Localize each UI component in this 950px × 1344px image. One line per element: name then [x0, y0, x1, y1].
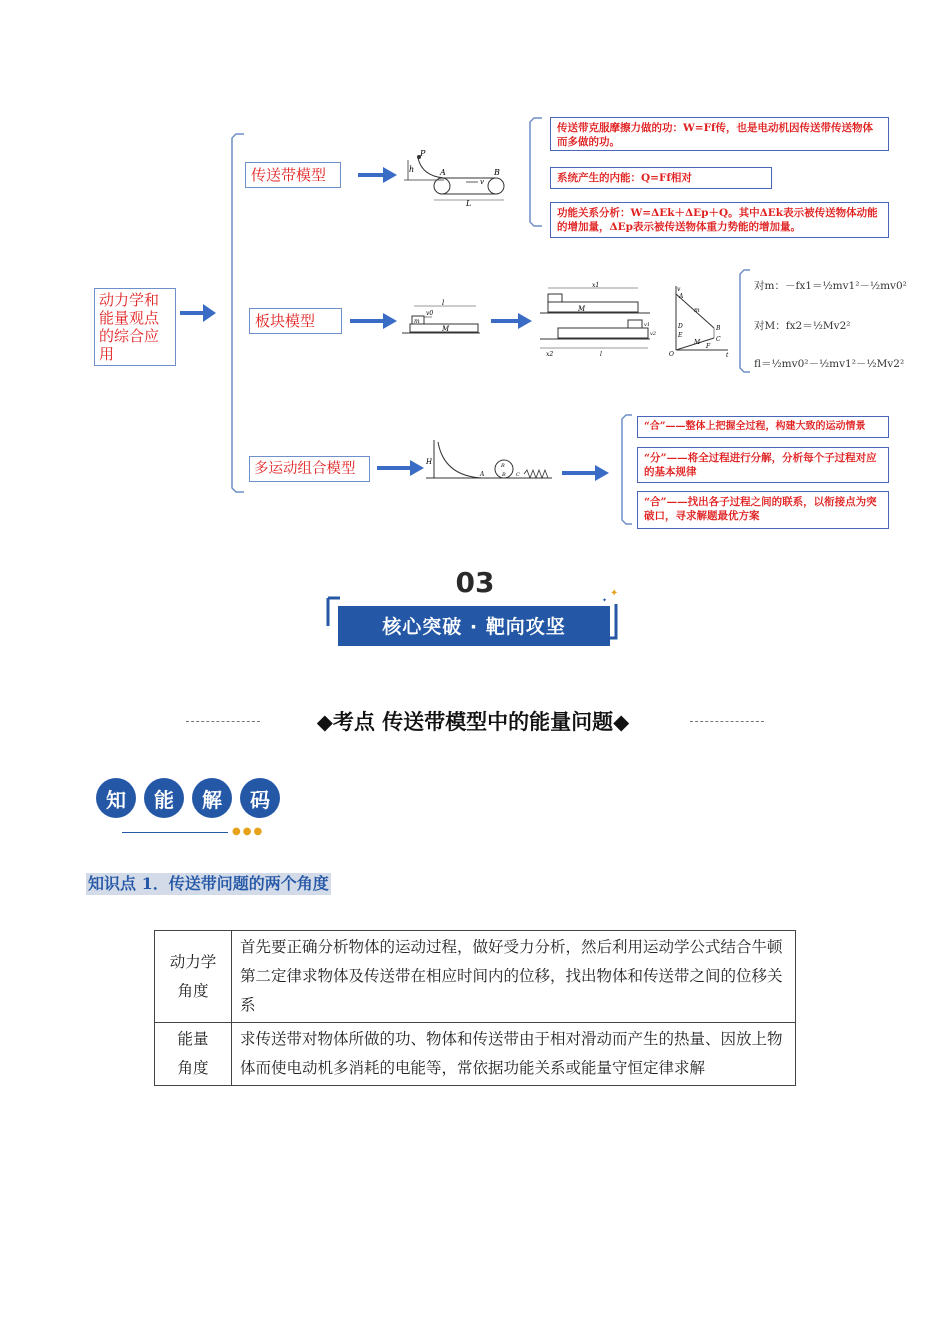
svg-text:B: B — [502, 472, 506, 478]
svg-text:B: B — [716, 325, 721, 332]
svg-text:E: E — [678, 332, 683, 339]
svg-text:H: H — [426, 458, 433, 466]
row-body-energy: 求传送带对物体所做的功、物体和传送带由于相对滑动而产生的热量、因放上物体而使电动机多消耗的电能等，常依据功能关系或能量守恒定律求解 — [232, 1023, 796, 1086]
svg-text:M: M — [442, 325, 450, 333]
table-row — [155, 931, 796, 1023]
svg-text:x1: x1 — [592, 282, 600, 289]
svg-text:m: m — [694, 307, 700, 314]
svg-text:P: P — [420, 149, 426, 158]
svg-text:M: M — [578, 305, 586, 313]
svg-text:C: C — [516, 472, 520, 478]
conveyor-note-energy: 功能关系分析：W=ΔEk＋ΔEp＋Q。其中ΔEk表示被传送物体动能的增加量，ΔEp表示被传送物体重力势能的增加量。 — [550, 202, 889, 238]
svg-text:A: A — [480, 471, 485, 478]
svg-text:✦: ✦ — [610, 588, 619, 599]
equation-m: 对m：－fx1＝½mv1²－½mv0² — [754, 280, 907, 292]
multi-note-split: “分”——将全过程进行分解，分析每个子过程对应的基本规律 — [637, 447, 889, 483]
svg-text:l: l — [442, 299, 445, 307]
multi-note-connect: “合”——找出各子过程之间的联系，以衔接点为突破口，寻求解题最优方案 — [637, 491, 889, 529]
svg-text:O: O — [669, 351, 674, 358]
knowledge-table — [154, 930, 796, 1086]
multi-motion-diagram — [424, 436, 556, 482]
badge-underline — [122, 832, 228, 833]
conveyor-belt-diagram — [404, 148, 514, 208]
mindmap-root: 动力学和能量观点的综合应用 — [94, 288, 176, 366]
conveyor-note-work: 传送带克服摩擦力做的功：W=Ff传，也是电动机因传送带传送物体而多做的功。 — [550, 117, 889, 151]
row-head-dynamics: 动力学角度 — [155, 931, 232, 1023]
badge-ma: 码 — [240, 778, 280, 818]
svg-text:R: R — [501, 463, 505, 469]
knowledge-heading: 知识点 1．传送带问题的两个角度 — [88, 874, 329, 893]
section-number: 03 — [455, 566, 495, 599]
equation-M: 对M：fx2＝½Mv2² — [754, 320, 851, 332]
svg-text:l: l — [600, 351, 602, 358]
svg-text:m: m — [414, 318, 420, 325]
svg-text:x2: x2 — [546, 351, 554, 358]
svg-text:D: D — [678, 323, 683, 330]
kaodian-title: ◆考点 传送带模型中的能量问题◆ — [316, 710, 630, 734]
row-body-dynamics: 首先要正确分析物体的运动过程，做好受力分析，然后利用运动学公式结合牛顿第二定律求物体及传送带在相应时间内的位移，找出物体和传送带之间的位移关系 — [232, 931, 796, 1023]
section-title: 核心突破 · 靶向攻坚 — [382, 616, 566, 638]
svg-text:v2: v2 — [650, 331, 657, 337]
multi-note-combine: “合”——整体上把握全过程，构建大致的运动情景 — [637, 416, 889, 438]
kaodian-right-rule — [690, 721, 764, 722]
badge-jie: 解 — [192, 778, 232, 818]
plank-diagram — [400, 298, 482, 340]
row-head-energy: 能量角度 — [155, 1023, 232, 1086]
svg-text:A: A — [440, 168, 446, 177]
badge-dots: ●●● — [232, 826, 265, 837]
equation-energy: fl＝½mv0²－½mv1²－½Mv2² — [754, 358, 905, 370]
badge-zhi: 知 — [96, 778, 136, 818]
svg-text:h: h — [409, 165, 415, 174]
svg-text:L: L — [466, 199, 472, 208]
svg-text:A: A — [679, 293, 684, 300]
kaodian-left-rule — [186, 721, 260, 722]
plank-vt-graph — [666, 282, 732, 360]
svg-text:v0: v0 — [426, 310, 434, 317]
svg-text:v1: v1 — [644, 322, 651, 328]
branch-conveyor: 传送带模型 — [245, 162, 341, 188]
svg-text:v: v — [480, 178, 484, 186]
conveyor-note-heat: 系统产生的内能：Q=Ff相对 — [550, 167, 772, 189]
svg-text:✦: ✦ — [602, 597, 608, 604]
svg-text:t: t — [726, 352, 729, 359]
badge-neng: 能 — [144, 778, 184, 818]
svg-text:v: v — [677, 286, 681, 293]
svg-text:C: C — [716, 336, 721, 343]
branch-multi-motion: 多运动组合模型 — [249, 456, 370, 482]
branch-plank: 板块模型 — [249, 308, 342, 334]
svg-text:M: M — [694, 339, 701, 346]
table-row — [155, 1023, 796, 1086]
plank-process-diagram — [538, 282, 660, 358]
svg-text:F: F — [706, 343, 711, 350]
svg-text:B: B — [494, 168, 500, 177]
